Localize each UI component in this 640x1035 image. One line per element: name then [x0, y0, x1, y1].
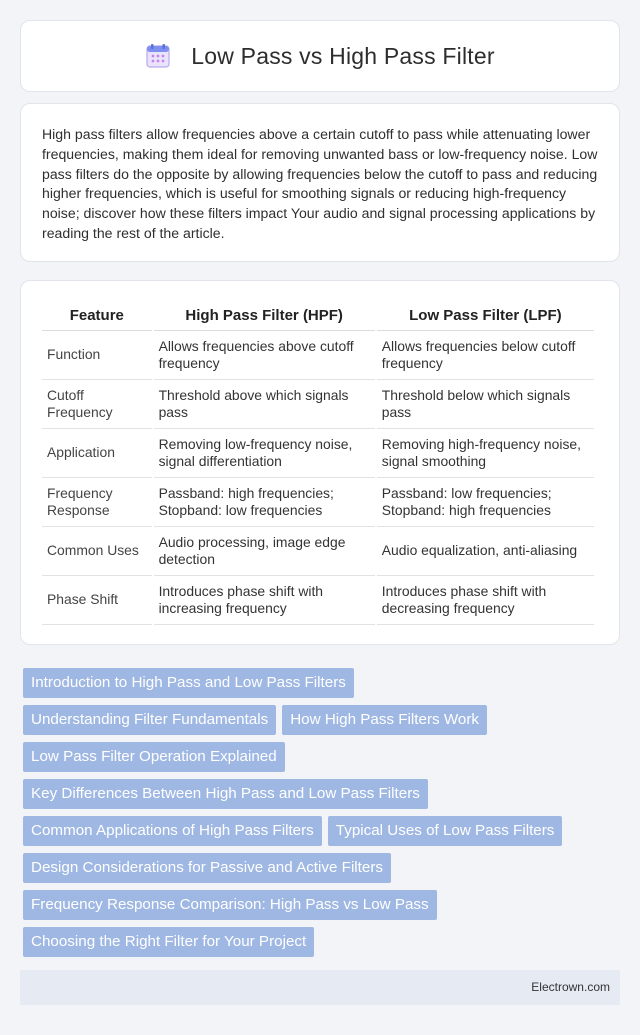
related-link[interactable]: Choosing the Right Filter for Your Project [23, 927, 314, 957]
table-row [42, 576, 594, 625]
related-link[interactable]: Frequency Response Comparison: High Pass vs Low Pass [23, 890, 437, 920]
intro-paragraph: High pass filters allow frequencies above a certain cutoff to pass while attenuating lower frequencies, making them ideal for removing unwanted bass or low-frequency noise. Low pass filters do the opposite by allowing frequencies below the cutoff to pass and reducing higher frequencies, which is useful for smoothing signals or reducing high-frequency noise; discover how these filters impact Your audio and signal processing applications by reading the rest of the article. [42, 126, 598, 241]
table-row [42, 331, 594, 380]
lpf-cell: Passband: low frequencies; Stopband: high frequencies [377, 478, 594, 527]
hpf-cell: Introduces phase shift with increasing frequency [154, 576, 375, 625]
related-link[interactable]: Understanding Filter Fundamentals [23, 705, 276, 735]
calendar-icon [145, 43, 171, 69]
related-link[interactable]: Introduction to High Pass and Low Pass Filters [23, 668, 354, 698]
feature-cell: Phase Shift [42, 576, 152, 625]
related-link[interactable]: Key Differences Between High Pass and Low Pass Filters [23, 779, 428, 809]
table-row [42, 527, 594, 576]
comparison-table-card [20, 280, 620, 645]
feature-cell: Frequency Response [42, 478, 152, 527]
lpf-cell: Threshold below which signals pass [377, 380, 594, 429]
related-links [23, 668, 623, 964]
table-row [42, 478, 594, 527]
footer [20, 970, 620, 1005]
column-header: High Pass Filter (HPF) [154, 301, 375, 331]
lpf-cell: Introduces phase shift with decreasing frequency [377, 576, 594, 625]
lpf-cell: Audio equalization, anti-aliasing [377, 527, 594, 576]
intro-card [20, 103, 620, 262]
title-card [20, 20, 620, 92]
page-title: Low Pass vs High Pass Filter [191, 42, 495, 69]
lpf-cell: Allows frequencies below cutoff frequency [377, 331, 594, 380]
related-link[interactable]: How High Pass Filters Work [282, 705, 487, 735]
table-header-row [42, 301, 594, 331]
related-link[interactable]: Design Considerations for Passive and Active Filters [23, 853, 391, 883]
feature-cell: Common Uses [42, 527, 152, 576]
footer-site-name: Electrown.com [531, 980, 610, 994]
feature-cell: Function [42, 331, 152, 380]
table-row [42, 380, 594, 429]
comparison-table [40, 301, 596, 625]
hpf-cell: Removing low-frequency noise, signal differentiation [154, 429, 375, 478]
hpf-cell: Allows frequencies above cutoff frequency [154, 331, 375, 380]
lpf-cell: Removing high-frequency noise, signal smoothing [377, 429, 594, 478]
related-link[interactable]: Low Pass Filter Operation Explained [23, 742, 285, 772]
hpf-cell: Threshold above which signals pass [154, 380, 375, 429]
feature-cell: Application [42, 429, 152, 478]
column-header: Feature [42, 301, 152, 331]
hpf-cell: Passband: high frequencies; Stopband: low frequencies [154, 478, 375, 527]
column-header: Low Pass Filter (LPF) [377, 301, 594, 331]
feature-cell: Cutoff Frequency [42, 380, 152, 429]
table-row [42, 429, 594, 478]
related-link[interactable]: Common Applications of High Pass Filters [23, 816, 322, 846]
related-link[interactable]: Typical Uses of Low Pass Filters [328, 816, 563, 846]
hpf-cell: Audio processing, image edge detection [154, 527, 375, 576]
